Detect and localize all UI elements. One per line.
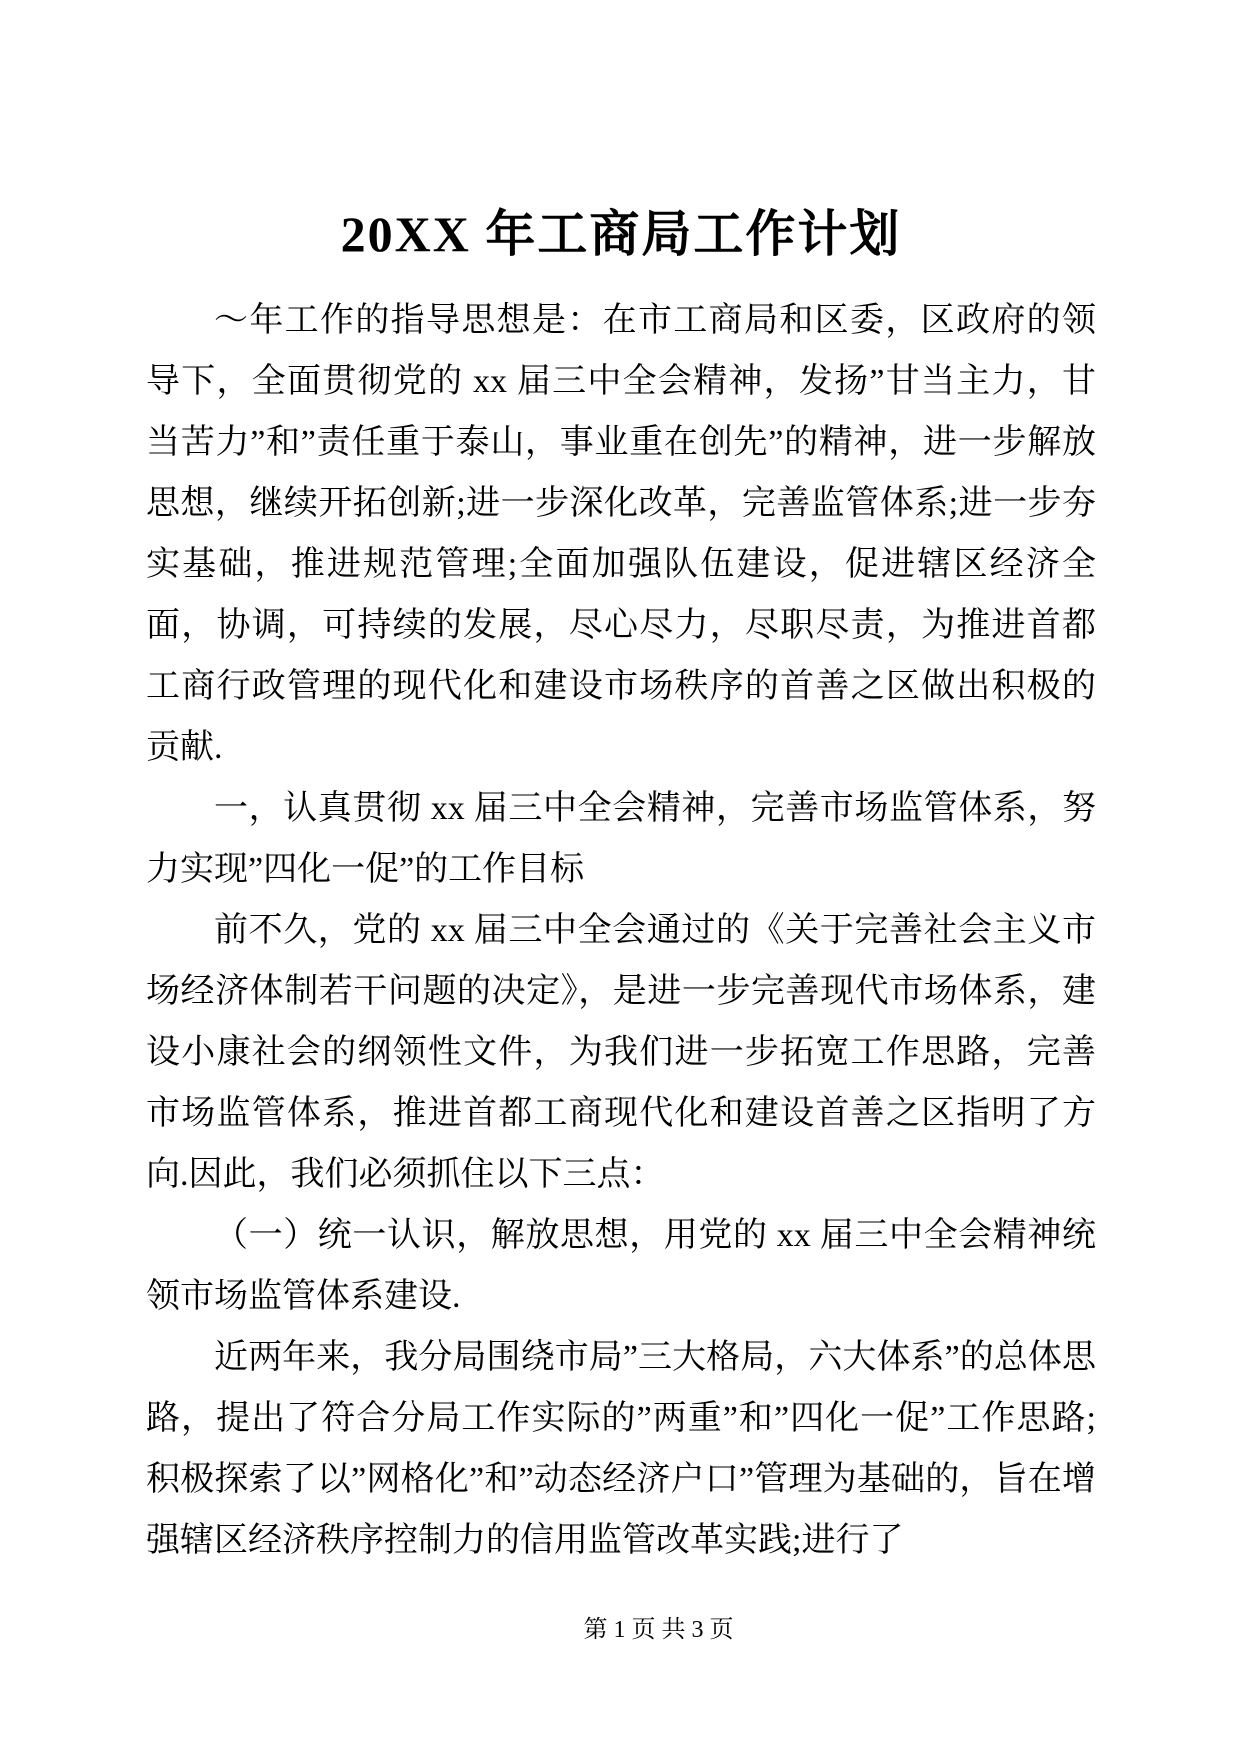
paragraph-recent-two-years: 近两年来，我分局围绕市局”三大格局，六大体系”的总体思路，提出了符合分局工作实际的”两重”和”四化一促”工作思路;积极探索了以”网格化”和”动态经济户口”管理为基础的，旨在增强辖区经济秩序控制力的信用监管改革实践;进行了 xyxy=(146,1339,1096,1559)
document-content xyxy=(146,0,1096,1571)
paragraph-plenary-decision: 前不久，党的 xx 届三中全会通过的《关于完善社会主义市场经济体制若干问题的决定》，是进一步完善现代市场体系，建设小康社会的纲领性文件，为我们进一步拓宽工作思路，完善市场监管体系，推进首都工商现代化和建设首善之区指明了方向.因此，我们必须抓住以下三点： xyxy=(146,912,1096,1193)
paragraph-guiding-ideology: ～年工作的指导思想是：在市工商局和区委，区政府的领导下，全面贯彻党的 xx 届三中全会精神，发扬”甘当主力，甘当苦力”和”责任重于泰山，事业重在创先”的精神，进一步解放思想，继续开拓创新;进一步深化改革，完善监管体系;进一步夯实基础，推进规范管理;全面加强队伍建设，促进辖区经济全面，协调，可持续的发展，尽心尽力，尽职尽责，为推进首都工商行政管理的现代化和建设市场秩序的首善之区做出积极的贡献. xyxy=(146,302,1096,766)
paragraph-subsection-one: （一）统一认识，解放思想，用党的 xx 届三中全会精神统领市场监管体系建设. xyxy=(146,1217,1096,1315)
document-title: 20XX 年工商局工作计划 xyxy=(340,206,902,262)
page-number-label: 第 1 页 共 3 页 xyxy=(583,1617,734,1643)
document-body xyxy=(146,290,1096,1571)
paragraph-section-one-heading: 一，认真贯彻 xx 届三中全会精神，完善市场监管体系，努力实现”四化一促”的工作目标 xyxy=(146,790,1096,888)
page-footer xyxy=(0,1615,1241,1645)
